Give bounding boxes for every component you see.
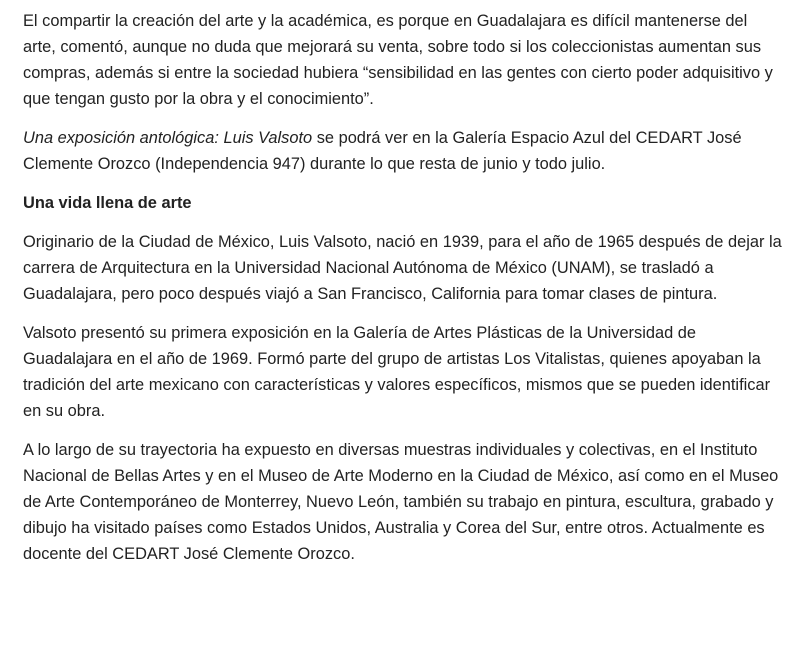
article-paragraph-first-exhibition: Valsoto presentó su primera exposición en la Galería de Artes Plásticas de la Universidad de Guadalajara en el año de 1969. Formó parte del grupo de artistas Los Vitalistas, quienes apoyaban la tradición del arte mexicano con características y valores específicos, mismos que se pueden identificar en su obra. — [23, 324, 771, 420]
article-paragraph-origin: Originario de la Ciudad de México, Luis Valsoto, nació en 1939, para el año de 1965 después de dejar la carrera de Arquitectura en la Universidad Nacional Autónoma de México (UNAM), se trasladó a Guadalajara, pero poco después viajó a San Francisco, California para tomar clases de pintura. — [23, 233, 782, 303]
article-paragraph-career: A lo largo de su trayectoria ha expuesto en diversas muestras individuales y colectivas, en el Instituto Nacional de Bellas Artes y en el Museo de Arte Moderno en la Ciudad de México, así como en el Museo de Arte Contemporáneo de Monterrey, Nuevo León, también su trabajo en pintura, escultura, grabado y dibujo ha visitado países como Estados Unidos, Australia y Corea del Sur, entre otros. Actualmente es docente del CEDART José Clemente Orozco. — [23, 441, 779, 563]
exhibition-title: Una exposición antológica: Luis Valsoto — [23, 129, 313, 147]
article-body — [23, 8, 783, 580]
article-paragraph-exhibition — [23, 125, 783, 177]
article-paragraph-market: El compartir la creación del arte y la académica, es porque en Guadalajara es difícil mantenerse del arte, comentó, aunque no duda que mejorará su venta, sobre todo si los coleccionistas aumentan sus compras, además si entre la sociedad hubiera “sensibilidad en las gentes con cierto poder adquisitivo y que tengan gusto por la obra y el conocimiento”. — [23, 12, 773, 108]
section-subheading: Una vida llena de arte — [23, 194, 192, 212]
exhibition-details: se podrá ver en la Galería Espacio Azul del CEDART José Clemente Orozco (Independencia 947) durante lo que resta de junio y todo julio. — [23, 129, 742, 173]
